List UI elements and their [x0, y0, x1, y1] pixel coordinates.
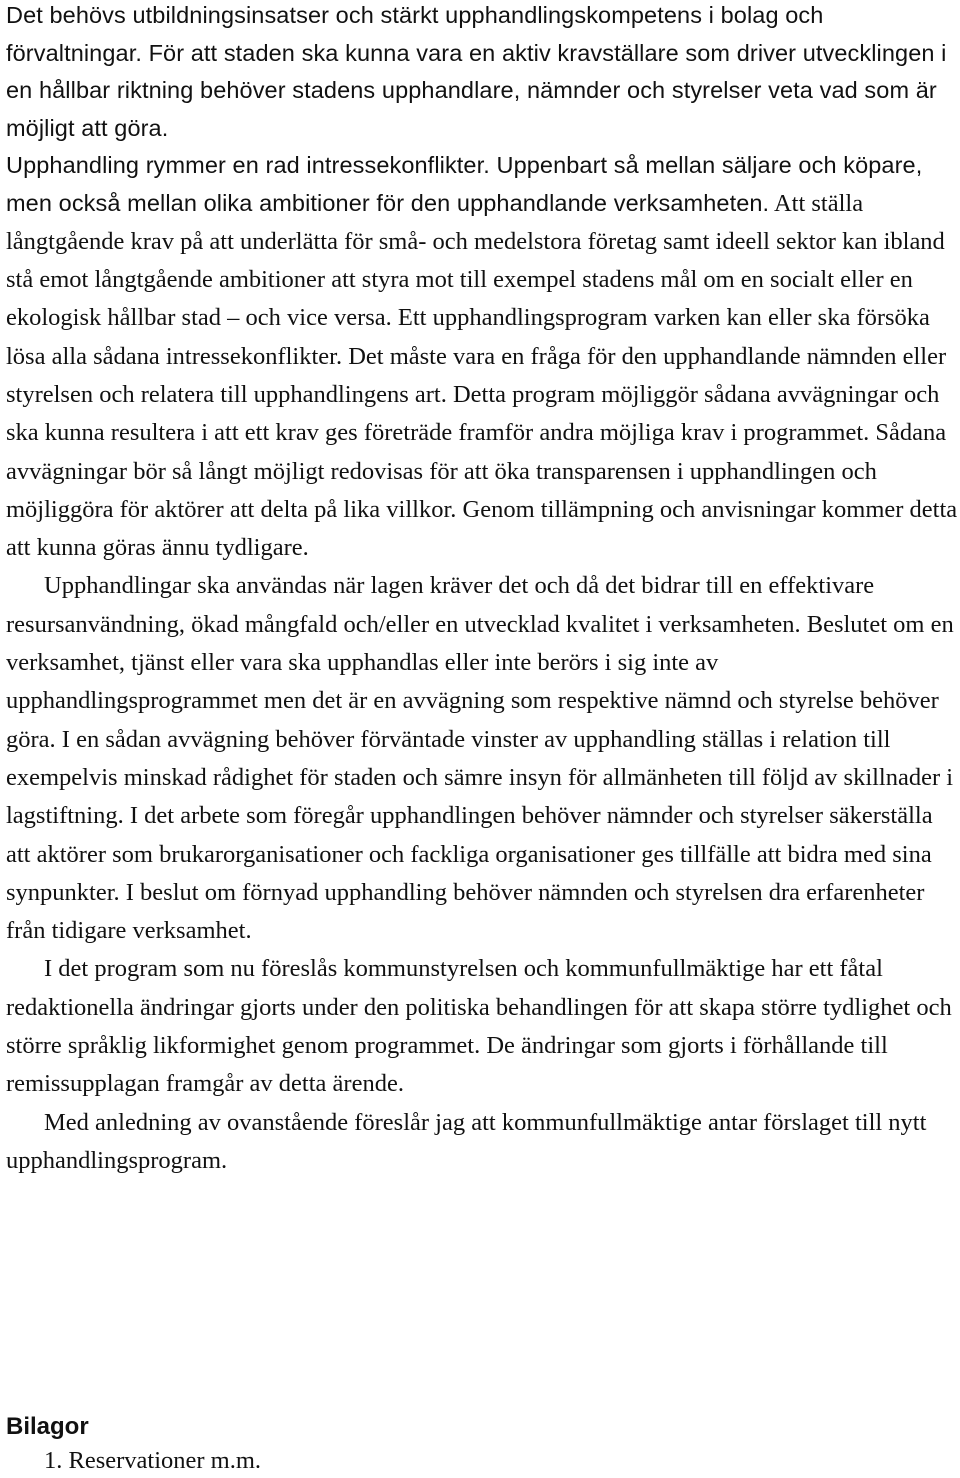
paragraph-education: Det behövs utbildningsinsatser och stärkt upphandlingskompetens i bolag och förvaltningar. För att staden ska kunna vara en aktiv kravställare som driver utvecklingen i en hållbar riktning behöver stadens upphandlare, nämnder och styrelser veta vad som är möjligt att göra. — [6, 2, 947, 141]
paragraph-conflicts — [6, 147, 960, 567]
paragraph-conflicts-serif: Att ställa långtgående krav på att underlätta för små- och medelstora företag samt ideell sektor kan ibland stå emot långtgående ambitioner att styra mot till exempel stadens mål om en socialt eller en ekologisk hållbar stad – och vice versa. Ett upphandlingsprogram varken kan eller ska försöka lösa alla sådana intressekonflikter. Det måste vara en fråga för den upphandlande nämnden eller styrelsen och relatera till upphandlingens art. Detta program möjliggör sådana avvägningar och ska kunna resultera i att ett krav ges företräde framför andra möjliga krav i programmet. Sådana avvägningar bör så långt möjligt redovisas för att öka transparensen i upphandlingen och möjliggöra för aktörer att delta på lika villkor. Genom tillämpning och anvisningar kommer detta att kunna göras ännu tydligare. — [6, 189, 958, 562]
paragraph-conflicts-sans: Upphandling rymmer en rad intressekonflikter. Uppenbart så mellan säljare och köpare, men också mellan olika ambitioner för den upphandlande verksamheten. — [6, 152, 923, 216]
paragraph-procurement-use: Upphandlingar ska användas när lagen kräver det och då det bidrar till en effektivare resursanvändning, ökad mångfald och/eller en utvecklad kvalitet i verksamheten. Beslutet om en verksamhet, tjänst eller vara ska upphandlas eller inte berörs i sig inte av upphandlingsprogrammet men det är en avvägning som respektive nämnd och styrelse behöver göra. I en sådan avvägning behöver förväntade vinster av upphandling ställas i relation till exempelvis minskad rådighet för staden och sämre insyn för allmänheten till följd av skillnader i lagstiftning. I det arbete som föregår upphandlingen behöver nämnder och styrelser säkerställa att aktörer som brukarorganisationer och fackliga organisationer ges tillfälle att bidra med sina synpunkter. I beslut om förnyad upphandling behöver nämnden och styrelsen dra erfarenheter från tidigare verksamhet. — [6, 572, 954, 945]
body-text — [6, 0, 960, 1180]
attachments-section — [6, 1410, 906, 1478]
attachments-heading: Bilagor — [6, 1413, 89, 1440]
attachment-number: 1. — [44, 1447, 63, 1474]
attachment-label: Reservationer m.m. — [68, 1447, 262, 1474]
attachments-list — [6, 1444, 906, 1478]
attachment-item[interactable] — [6, 1444, 906, 1478]
paragraph-proposal: Med anledning av ovanstående föreslår jag att kommunfullmäktige antar förslaget till nytt upphandlingsprogram. — [6, 1108, 927, 1174]
paragraph-program-changes: I det program som nu föreslås kommunstyrelsen och kommunfullmäktige har ett fåtal redaktionella ändringar gjorts under den politiska behandlingen för att skapa större tydlighet och större språklig likformighet genom programmet. De ändringar som gjorts i förhållande till remissupplagan framgår av detta ärende. — [6, 955, 952, 1098]
